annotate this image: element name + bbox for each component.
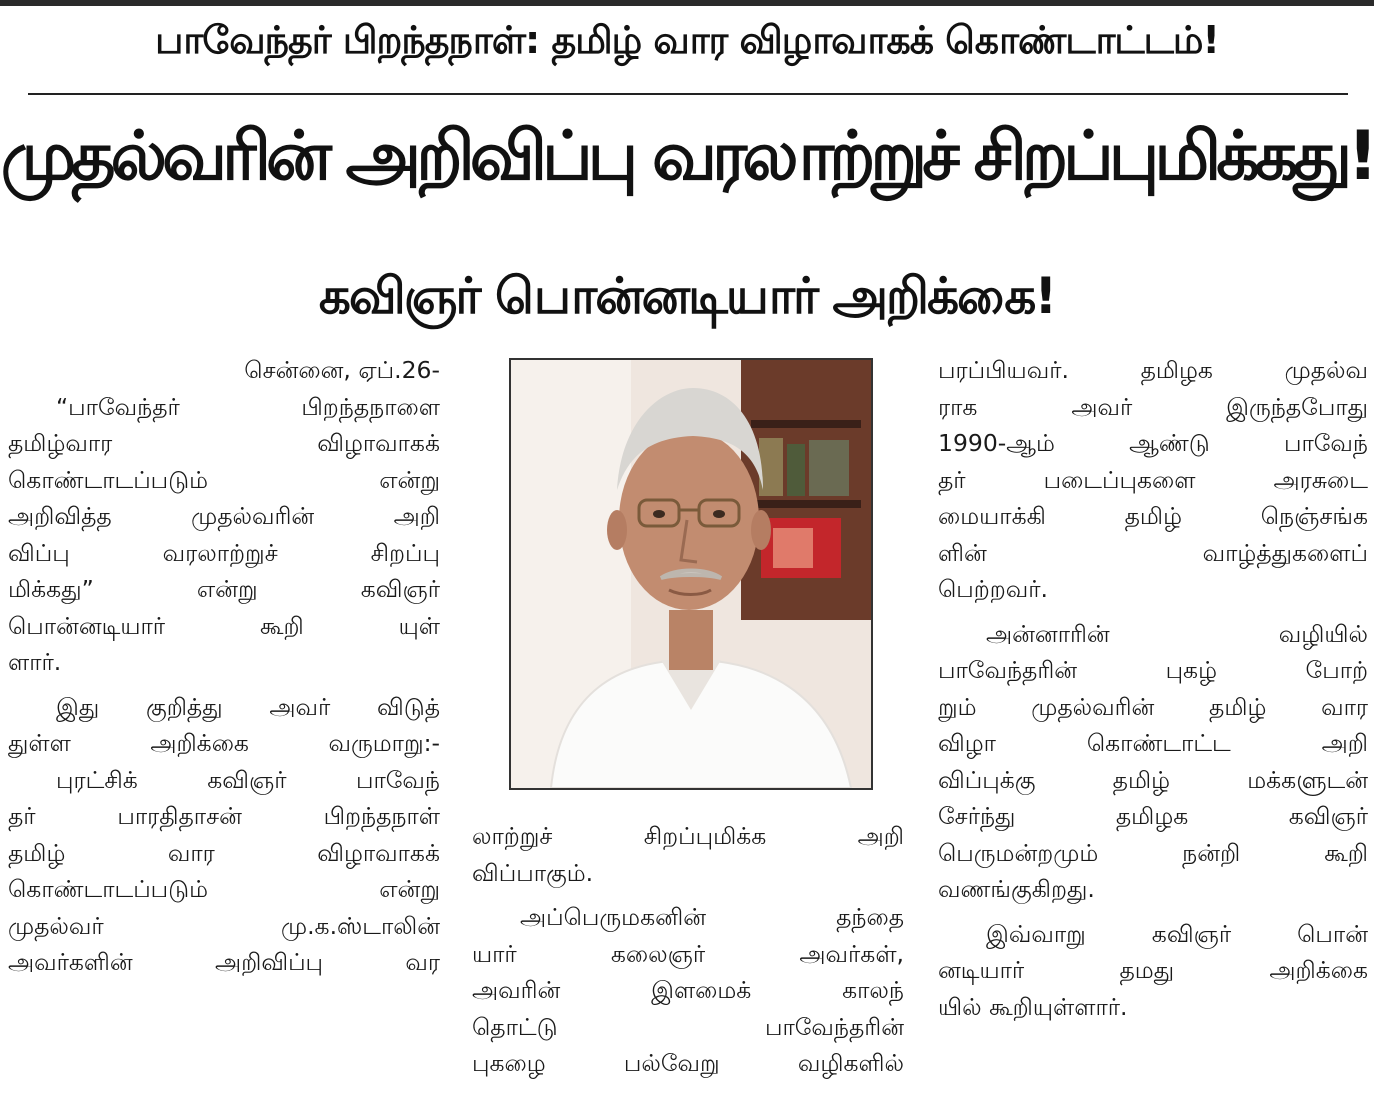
body-line: விப்பு வரலாற்றுச் சிறப்பு — [8, 538, 440, 567]
body-line: பரப்பியவர். தமிழக முதல்வ — [938, 356, 1368, 384]
body-line: கொண்டாடப்படும் என்று — [8, 875, 440, 903]
body-line: அறிவித்த முதல்வரின் அறி — [8, 502, 440, 530]
body-line: வணங்குகிறது. — [938, 875, 1095, 903]
body-line: விப்புக்கு தமிழ் மக்களுடன் — [938, 765, 1368, 794]
body-line: விப்பாகும். — [472, 858, 594, 887]
body-line: புகழை பல்வேறு வழிகளில் — [472, 1049, 904, 1077]
body-line: புரட்சிக் கவிஞர் பாவேந் — [56, 765, 440, 794]
body-line: பொன்னடியார் கூறி யுள் — [8, 611, 440, 640]
body-line: ராக அவர் இருந்தபோது — [938, 392, 1368, 421]
body-line: யார் கலைஞர் அவர்கள், — [472, 939, 904, 968]
body-line: பெற்றவர். — [938, 575, 1049, 603]
article-column-2 — [472, 818, 904, 1082]
body-line: தர் பாரதிதாசன் பிறந்தநாள் — [8, 802, 440, 830]
body-line: னடியார் தமது அறிக்கை — [938, 956, 1368, 984]
article-column-3 — [938, 352, 1368, 1025]
body-line: பாவேந்தரின் புகழ் போற் — [938, 656, 1368, 684]
body-line: தொட்டு பாவேந்தரின் — [472, 1012, 904, 1041]
top-border-rule — [0, 0, 1374, 6]
body-line: லாற்றுச் சிறப்புமிக்க அறி — [472, 822, 904, 850]
body-line: துள்ள அறிக்கை வருமாறு:- — [8, 729, 440, 757]
kicker-underline-rule — [28, 93, 1348, 95]
body-line: தமிழ் வார விழாவாகக் — [8, 838, 440, 867]
body-line: ளின் வாழ்த்துகளைப் — [938, 538, 1368, 567]
body-line: கொண்டாடப்படும் என்று — [8, 465, 440, 494]
body-line: இவ்வாறு கவிஞர் பொன் — [986, 919, 1368, 948]
sub-headline: கவிஞர் பொன்னடியார் அறிக்கை! — [318, 267, 1056, 325]
body-line: றும் முதல்வரின் தமிழ் வார — [938, 692, 1368, 721]
body-line: அவரின் இளமைக் காலந் — [472, 976, 904, 1004]
body-line: பெருமன்றமும் நன்றி கூறி — [938, 838, 1368, 867]
body-line: இது குறித்து அவர் விடுத் — [56, 692, 440, 721]
body-line: தமிழ்வார விழாவாகக் — [8, 429, 440, 457]
portrait-illustration — [511, 360, 871, 788]
kicker-headline: பாவேந்தர் பிறந்தநாள்: தமிழ் வார விழாவாகக் கொண்டாட்டம்! — [155, 18, 1219, 62]
body-line: முதல்வர் மு.க.ஸ்டாலின் — [8, 911, 440, 940]
body-line: மிக்கது” என்று கவிஞர் — [8, 575, 440, 603]
body-line: அன்னாரின் வழியில் — [986, 619, 1368, 648]
body-line: “பாவேந்தர் பிறந்தநாளை — [56, 392, 440, 421]
body-line: ளார். — [8, 648, 62, 676]
body-line: மையாக்கி தமிழ் நெஞ்சங்க — [938, 502, 1368, 530]
body-line: 1990-ஆம் ஆண்டு பாவேந் — [938, 429, 1368, 457]
body-line: தர் படைப்புகளை அரசுடை — [938, 465, 1368, 494]
body-line: அப்பெருமகனின் தந்தை — [520, 903, 904, 931]
dateline: சென்னை, ஏப்.26- — [244, 356, 440, 384]
body-line: யில் கூறியுள்ளார். — [938, 992, 1128, 1021]
main-headline: முதல்வரின் அறிவிப்பு வரலாற்றுச் சிறப்புமிக்கது! — [0, 117, 1374, 196]
body-line: சேர்ந்து தமிழக கவிஞர் — [938, 802, 1368, 830]
portrait-photo — [509, 358, 873, 790]
body-line: விழா கொண்டாட்ட அறி — [938, 729, 1368, 757]
article-column-1 — [8, 352, 440, 981]
body-line: அவர்களின் அறிவிப்பு வர — [8, 948, 440, 976]
